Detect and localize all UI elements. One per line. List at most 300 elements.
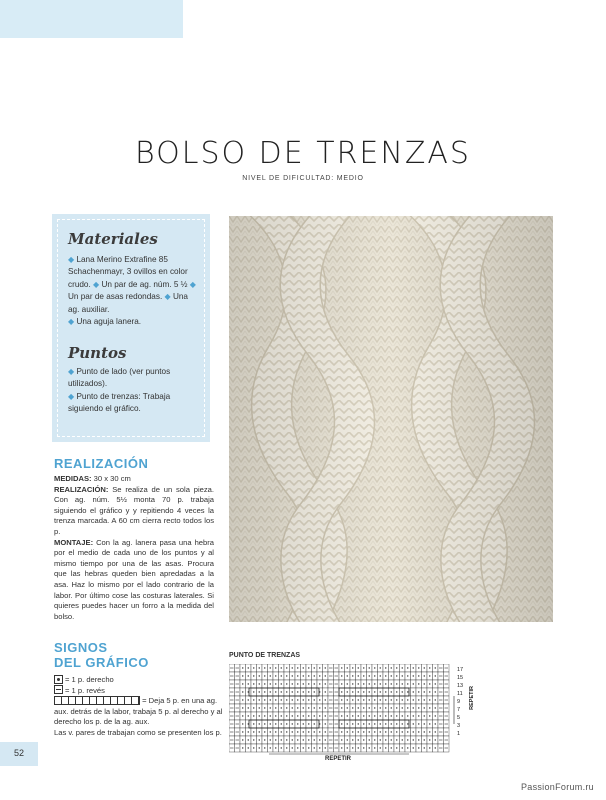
knit-mark <box>402 731 403 732</box>
knit-mark <box>358 667 359 668</box>
knit-mark <box>341 667 342 668</box>
knit-mark <box>341 731 342 732</box>
knit-mark <box>286 691 287 692</box>
knit-mark <box>374 691 375 692</box>
knit-mark <box>264 747 265 748</box>
knit-mark <box>270 723 271 724</box>
stitch-item: Punto de trenzas: Trabaja siguiendo el gráfico. <box>68 391 171 414</box>
knit-mark <box>352 747 353 748</box>
knit-mark <box>270 739 271 740</box>
knit-mark <box>435 691 436 692</box>
knit-mark <box>341 723 342 724</box>
knit-mark <box>358 683 359 684</box>
knit-mark <box>369 731 370 732</box>
knit-mark <box>242 723 243 724</box>
knit-mark <box>352 731 353 732</box>
knit-mark <box>286 675 287 676</box>
knit-mark <box>407 723 408 724</box>
bullet-icon: ◆ <box>164 292 171 302</box>
row-number: 7 <box>457 707 461 713</box>
knit-mark <box>259 731 260 732</box>
knit-mark <box>242 691 243 692</box>
knit-mark <box>248 699 249 700</box>
knit-mark <box>407 731 408 732</box>
knit-mark <box>424 699 425 700</box>
stitch-item: Punto de lado (ver puntos utilizados). <box>68 367 171 389</box>
knit-mark <box>380 675 381 676</box>
knit-mark <box>270 707 271 708</box>
knit-mark <box>418 675 419 676</box>
knit-mark <box>402 739 403 740</box>
stitches-heading: Puntos <box>68 344 127 362</box>
knit-mark <box>242 747 243 748</box>
realizacion-heading: REALIZACIÓN <box>54 456 149 471</box>
knit-mark <box>281 715 282 716</box>
knit-mark <box>435 723 436 724</box>
material-item: Lana Merino Extrafine 85 Schachenmayr, 3 ovillos en color crudo. <box>68 255 188 289</box>
knit-mark <box>385 699 386 700</box>
knit-mark <box>352 723 353 724</box>
knit-mark <box>297 683 298 684</box>
knit-mark <box>385 691 386 692</box>
knit-mark <box>341 747 342 748</box>
knit-mark <box>358 675 359 676</box>
difficulty-label: NIVEL DE DIFICULTAD: MEDIO <box>242 175 364 182</box>
knit-mark <box>308 715 309 716</box>
knit-mark <box>413 707 414 708</box>
knit-mark <box>297 691 298 692</box>
knit-mark <box>424 731 425 732</box>
row-number: 9 <box>457 699 461 705</box>
knit-mark <box>391 707 392 708</box>
knit-mark <box>297 667 298 668</box>
knit-mark <box>391 699 392 700</box>
knit-mark <box>314 715 315 716</box>
knit-mark <box>319 739 320 740</box>
knit-mark <box>363 723 364 724</box>
knit-mark <box>259 683 260 684</box>
knit-mark <box>264 723 265 724</box>
knit-mark <box>341 715 342 716</box>
knit-mark <box>358 739 359 740</box>
knit-mark <box>369 739 370 740</box>
knit-mark <box>286 699 287 700</box>
material-item: Un par de asas redondas. <box>68 292 163 302</box>
knit-mark <box>253 707 254 708</box>
knit-mark <box>281 667 282 668</box>
knit-mark <box>292 739 293 740</box>
knit-mark <box>242 739 243 740</box>
knit-mark <box>429 699 430 700</box>
knit-mark <box>325 667 326 668</box>
knit-mark <box>270 667 271 668</box>
knit-mark <box>429 747 430 748</box>
knit-mark <box>391 691 392 692</box>
knit-mark <box>429 691 430 692</box>
knit-mark <box>429 731 430 732</box>
knit-mark <box>253 683 254 684</box>
knit-mark <box>275 739 276 740</box>
knit-mark <box>385 723 386 724</box>
knit-mark <box>242 707 243 708</box>
medidas-value: 30 x 30 cm <box>93 474 131 483</box>
knit-mark <box>363 739 364 740</box>
knit-mark <box>242 667 243 668</box>
knit-mark <box>248 747 249 748</box>
knit-mark <box>391 723 392 724</box>
knit-mark <box>281 707 282 708</box>
knit-mark <box>391 731 392 732</box>
knit-mark <box>308 731 309 732</box>
knit-mark <box>413 667 414 668</box>
knit-mark <box>292 667 293 668</box>
knit-mark <box>429 739 430 740</box>
knit-mark <box>303 707 304 708</box>
knit-mark <box>314 699 315 700</box>
legend-reves: = 1 p. revés <box>65 685 105 695</box>
knit-mark <box>352 675 353 676</box>
knit-mark <box>418 747 419 748</box>
knit-mark <box>402 675 403 676</box>
knit-mark <box>358 707 359 708</box>
knit-mark <box>303 731 304 732</box>
knit-mark <box>413 691 414 692</box>
knit-mark <box>352 683 353 684</box>
knit-mark <box>396 683 397 684</box>
knit-mark <box>325 747 326 748</box>
knit-mark <box>264 707 265 708</box>
knit-mark <box>314 683 315 684</box>
chart-repeat-bottom-label: REPETIR <box>325 756 352 762</box>
knit-mark <box>391 715 392 716</box>
knit-mark <box>341 739 342 740</box>
knit-mark <box>424 667 425 668</box>
knit-mark <box>303 723 304 724</box>
knit-mark <box>297 707 298 708</box>
knit-mark <box>363 667 364 668</box>
knit-mark <box>380 739 381 740</box>
knit-mark <box>391 739 392 740</box>
knit-mark <box>374 747 375 748</box>
knit-mark <box>341 675 342 676</box>
knit-mark <box>363 675 364 676</box>
knit-mark <box>303 691 304 692</box>
knit-mark <box>413 747 414 748</box>
knit-mark <box>435 707 436 708</box>
knit-mark <box>424 675 425 676</box>
knit-mark <box>314 667 315 668</box>
knit-mark <box>341 691 342 692</box>
knit-mark <box>314 675 315 676</box>
knit-mark <box>286 715 287 716</box>
knit-mark <box>275 683 276 684</box>
knit-mark <box>319 707 320 708</box>
knit-mark <box>242 699 243 700</box>
knit-mark <box>325 707 326 708</box>
knit-mark <box>418 739 419 740</box>
knit-mark <box>407 747 408 748</box>
knit-mark <box>385 683 386 684</box>
knit-mark <box>391 675 392 676</box>
knit-mark <box>396 731 397 732</box>
knit-mark <box>369 699 370 700</box>
knit-mark <box>358 723 359 724</box>
knit-mark <box>380 707 381 708</box>
knit-mark <box>270 675 271 676</box>
knit-mark <box>281 675 282 676</box>
knit-mark <box>319 731 320 732</box>
knit-mark <box>418 723 419 724</box>
legend-cable: = Deja 5 p. en una ag. aux. detrás de la labor, trabaja 5 p. al derecho y al derecho los p. de la ag. aux. <box>54 696 223 727</box>
knit-mark <box>253 723 254 724</box>
knit-mark <box>297 699 298 700</box>
row-number: 3 <box>457 723 461 729</box>
knit-mark <box>242 731 243 732</box>
knit-mark <box>341 699 342 700</box>
materials-list <box>68 254 196 328</box>
knit-mark <box>380 691 381 692</box>
knit-mark <box>275 715 276 716</box>
knit-mark <box>314 723 315 724</box>
knit-mark <box>275 731 276 732</box>
chart-repeat-side-label: REPETIR <box>469 686 475 710</box>
knit-mark <box>418 731 419 732</box>
knit-mark <box>418 683 419 684</box>
knit-mark <box>259 739 260 740</box>
knit-mark <box>363 699 364 700</box>
knit-mark <box>297 731 298 732</box>
knit-mark <box>253 667 254 668</box>
knit-mark <box>248 731 249 732</box>
knit-mark <box>281 699 282 700</box>
knit-mark <box>407 675 408 676</box>
knit-mark <box>402 691 403 692</box>
material-item: Una aguja lanera. <box>76 317 142 327</box>
knit-mark <box>275 707 276 708</box>
knit-mark <box>352 699 353 700</box>
knit-mark <box>281 683 282 684</box>
material-item: Un par de ag. núm. 5 ½ <box>101 279 188 289</box>
knit-mark <box>435 739 436 740</box>
realizacion-label: REALIZACIÓN: <box>54 484 109 494</box>
knit-mark <box>303 699 304 700</box>
row-number: 1 <box>457 731 461 737</box>
knit-mark <box>286 723 287 724</box>
knit-mark <box>358 715 359 716</box>
knit-mark <box>303 675 304 676</box>
knit-symbol-icon <box>54 675 63 684</box>
knit-mark <box>259 699 260 700</box>
knit-mark <box>380 683 381 684</box>
knit-mark <box>314 747 315 748</box>
knit-mark <box>308 739 309 740</box>
knit-mark <box>435 683 436 684</box>
knit-mark <box>259 691 260 692</box>
knit-mark <box>286 667 287 668</box>
knit-mark <box>380 699 381 700</box>
knit-mark <box>369 683 370 684</box>
realizacion-text <box>54 474 214 622</box>
knit-mark <box>264 675 265 676</box>
knit-mark <box>319 715 320 716</box>
knit-mark <box>391 683 392 684</box>
stitch-chart-grid <box>229 664 479 770</box>
knit-mark <box>248 667 249 668</box>
knit-mark <box>308 747 309 748</box>
knit-mark <box>259 675 260 676</box>
row-number: 13 <box>457 683 464 689</box>
knit-mark <box>286 707 287 708</box>
knit-mark <box>347 667 348 668</box>
knit-mark <box>281 691 282 692</box>
page-number: 52 <box>14 748 25 758</box>
knit-mark <box>347 683 348 684</box>
knit-mark <box>275 747 276 748</box>
knit-mark <box>385 739 386 740</box>
knit-mark <box>275 667 276 668</box>
knit-mark <box>396 747 397 748</box>
knit-mark <box>369 691 370 692</box>
knit-mark <box>396 739 397 740</box>
knit-mark <box>281 723 282 724</box>
knit-mark <box>319 699 320 700</box>
chart-row-numbers <box>457 666 467 738</box>
knit-mark <box>374 715 375 716</box>
knit-mark <box>347 731 348 732</box>
knit-mark <box>325 675 326 676</box>
signos-heading <box>54 640 149 670</box>
knit-mark <box>396 691 397 692</box>
knit-mark <box>429 675 430 676</box>
knit-mark <box>303 739 304 740</box>
knit-mark <box>380 747 381 748</box>
montaje-label: MONTAJE: <box>54 537 94 547</box>
knit-mark <box>286 739 287 740</box>
knit-texture-illustration <box>229 216 553 622</box>
bullet-icon: ◆ <box>189 279 196 289</box>
knit-mark <box>363 715 364 716</box>
knit-mark <box>374 683 375 684</box>
knit-mark <box>319 683 320 684</box>
knit-mark <box>264 739 265 740</box>
knit-mark <box>292 715 293 716</box>
knit-mark <box>402 683 403 684</box>
knit-mark <box>248 675 249 676</box>
knit-mark <box>308 723 309 724</box>
bullet-icon: ◆ <box>68 317 75 327</box>
knit-mark <box>347 691 348 692</box>
knit-mark <box>325 715 326 716</box>
knit-mark <box>253 747 254 748</box>
knit-mark <box>369 747 370 748</box>
watermark: PassionForum.ru <box>520 782 594 792</box>
knit-mark <box>259 707 260 708</box>
knit-mark <box>352 739 353 740</box>
row-number: 11 <box>457 691 463 697</box>
knit-mark <box>358 731 359 732</box>
knit-mark <box>418 667 419 668</box>
knit-mark <box>369 667 370 668</box>
knit-mark <box>413 699 414 700</box>
knit-mark <box>341 707 342 708</box>
knit-mark <box>264 731 265 732</box>
knit-mark <box>402 747 403 748</box>
knit-mark <box>413 683 414 684</box>
knit-mark <box>275 675 276 676</box>
knit-mark <box>270 683 271 684</box>
knit-mark <box>253 739 254 740</box>
knit-mark <box>363 707 364 708</box>
knit-mark <box>429 715 430 716</box>
material-item: Una ag. auxiliar. <box>68 292 188 314</box>
stitch-chart <box>229 664 479 775</box>
knit-mark <box>319 747 320 748</box>
knit-mark <box>424 691 425 692</box>
knit-mark <box>402 715 403 716</box>
header-color-bar <box>0 0 183 38</box>
knit-mark <box>319 675 320 676</box>
knit-mark <box>259 715 260 716</box>
knit-mark <box>407 699 408 700</box>
chart-grid-cells <box>229 664 449 752</box>
knit-mark <box>248 715 249 716</box>
knit-mark <box>242 715 243 716</box>
knit-mark <box>259 667 260 668</box>
knit-mark <box>402 667 403 668</box>
knit-mark <box>325 699 326 700</box>
knit-mark <box>308 667 309 668</box>
knit-mark <box>297 715 298 716</box>
signos-heading-line2: DEL GRÁFICO <box>54 655 149 670</box>
knit-mark <box>253 691 254 692</box>
knit-mark <box>369 707 370 708</box>
knit-mark <box>385 747 386 748</box>
knit-mark <box>424 707 425 708</box>
knit-mark <box>347 707 348 708</box>
knit-mark <box>352 707 353 708</box>
page-title: BOLSO DE TRENZAS <box>135 136 471 171</box>
knit-mark <box>435 699 436 700</box>
cable-symbol-icon <box>54 696 140 705</box>
realizacion-body: Se realiza de un sola pieza. Con ag. núm. 5½ monta 70 p. trabaja siguiendo el gráfico y y repitiendo 4 veces la trenza marcada. A 60 cm cierra recto todos los p. <box>54 484 214 536</box>
knit-mark <box>363 747 364 748</box>
knit-mark <box>303 715 304 716</box>
knit-mark <box>325 723 326 724</box>
knit-mark <box>264 699 265 700</box>
knit-mark <box>292 699 293 700</box>
knit-mark <box>270 691 271 692</box>
knit-mark <box>253 715 254 716</box>
knit-mark <box>253 699 254 700</box>
knit-mark <box>407 739 408 740</box>
knit-mark <box>308 683 309 684</box>
knit-mark <box>352 667 353 668</box>
knit-mark <box>407 715 408 716</box>
knit-mark <box>363 731 364 732</box>
knit-mark <box>385 675 386 676</box>
knit-mark <box>303 747 304 748</box>
knit-mark <box>413 739 414 740</box>
knit-mark <box>402 707 403 708</box>
row-number: 5 <box>457 715 461 721</box>
knit-mark <box>363 683 364 684</box>
knit-mark <box>385 667 386 668</box>
knit-mark <box>308 691 309 692</box>
knit-mark <box>358 699 359 700</box>
medidas-label: MEDIDAS: <box>54 474 92 483</box>
knit-mark <box>281 731 282 732</box>
knit-mark <box>391 667 392 668</box>
